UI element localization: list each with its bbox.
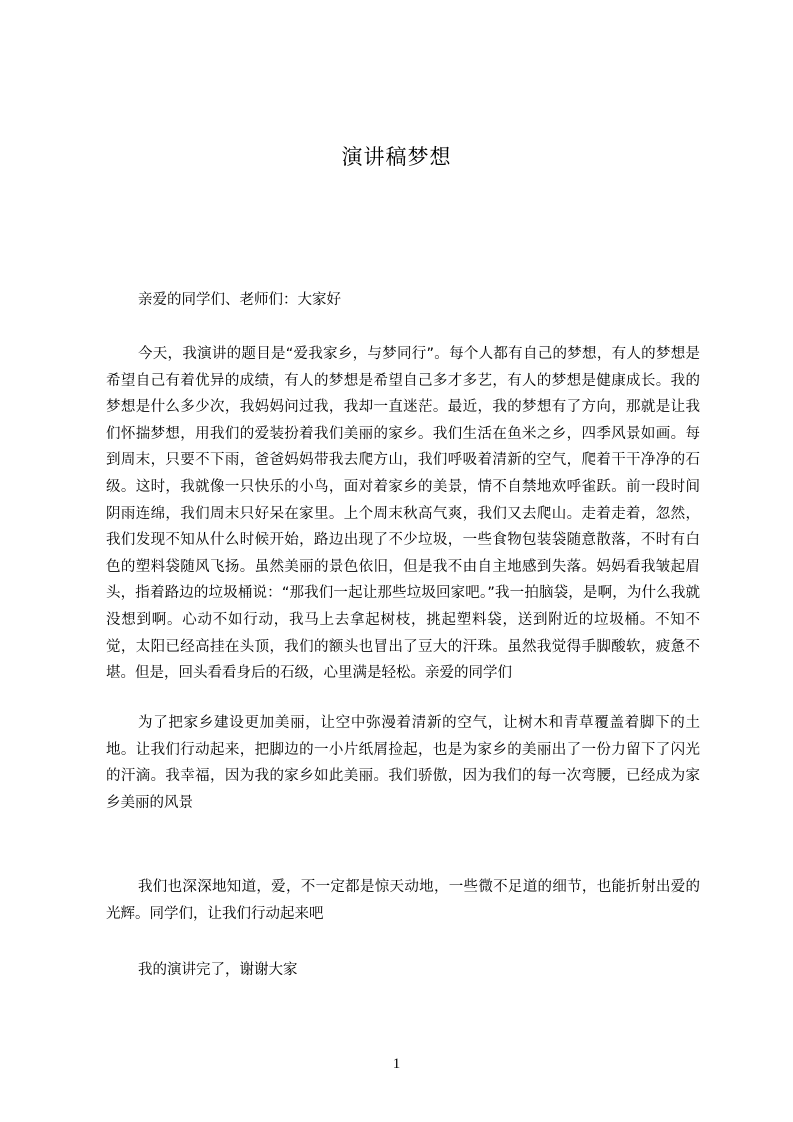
closing-paragraph: 我的演讲完了，谢谢大家 (138, 962, 298, 978)
page-number: 1 (392, 1056, 401, 1072)
document-title: 演讲稿梦想 (341, 145, 452, 169)
greeting-paragraph: 亲爱的同学们、老师们：大家好 (138, 292, 341, 308)
body-paragraph-3: 我们也深深地知道，爱，不一定都是惊天动地，一些微不足道的细节，也能折射出爱的光辉。同学们，让我们行动起来吧 (106, 879, 700, 922)
body-paragraph-2: 为了把家乡建设更加美丽，让空中弥漫着清新的空气，让树木和青草覆盖着脚下的土地。让我们行动起来，把脚边的一小片纸屑捡起，也是为家乡的美丽出了一份力留下了闪光的汗滴。我幸福，因为我的家乡如此美丽。我们骄傲，因为我们的每一次弯腰，已经成为家乡美丽的风景 (106, 715, 700, 811)
body-paragraph-1: 今天，我演讲的题目是“爱我家乡，与梦同行”。每个人都有自己的梦想，有人的梦想是希望自己有着优异的成绩，有人的梦想是希望自己多才多艺，有人的梦想是健康成长。我的梦想是什么多少次，我妈妈问过我，我却一直迷茫。最近，我的梦想有了方向，那就是让我们怀揣梦想，用我们的爱装扮着我们美丽的家乡。我们生活在鱼米之乡，四季风景如画。每到周末，只要不下雨，爸爸妈妈带我去爬方山，我们呼吸着清新的空气，爬着干干净净的石级。这时，我就像一只快乐的小鸟，面对着家乡的美景，情不自禁地欢呼雀跃。前一段时间阴雨连绵，我们周末只好呆在家里。上个周末秋高气爽，我们又去爬山。走着走着，忽然，我们发现不知从什么时候开始，路边出现了不少垃圾，一些食物包装袋随意散落，不时有白色的塑料袋随风飞扬。虽然美丽的景色依旧，但是我不由自主地感到失落。妈妈看我皱起眉头，指着路边的垃圾桶说：“那我们一起让那些垃圾回家吧。”我一拍脑袋，是啊，为什么我就没想到啊。心动不如行动，我马上去拿起树枝，挑起塑料袋，送到附近的垃圾桶。不知不觉，太阳已经高挂在头顶，我们的额头也冒出了豆大的汗珠。虽然我觉得手脚酸软，疲惫不堪。但是，回头看看身后的石级，心里满是轻松。亲爱的同学们 (106, 346, 700, 682)
